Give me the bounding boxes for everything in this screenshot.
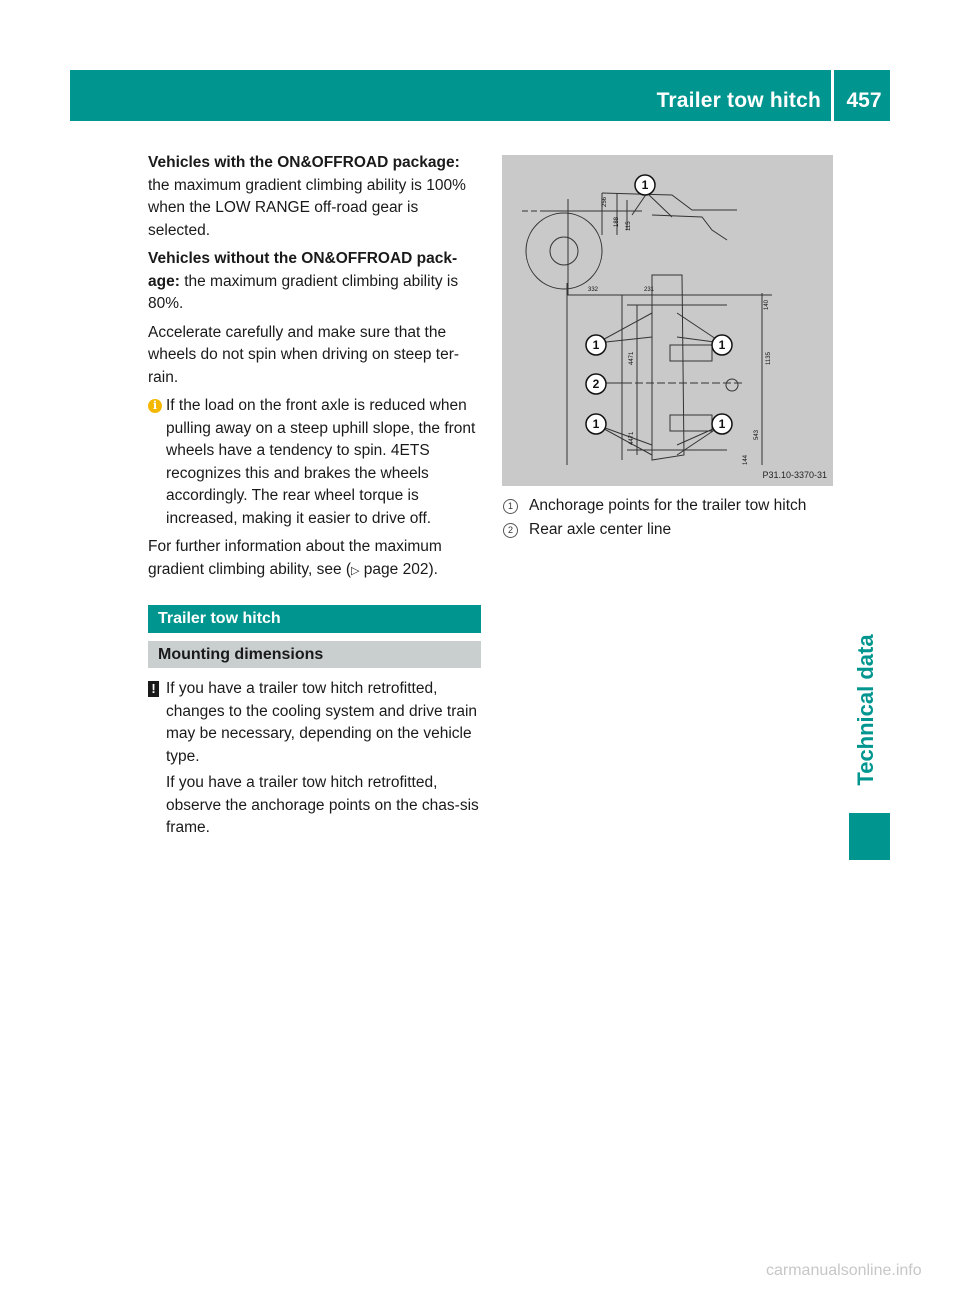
- further-info-post: page 202).: [359, 560, 438, 578]
- dim-140: 140: [764, 299, 770, 310]
- dim-543: 543: [754, 429, 760, 440]
- paragraph-no-onoffroad-text: the maximum gradient climbing ability is 80%.: [148, 272, 459, 312]
- side-tab-text: Technical data: [853, 634, 878, 786]
- info-note: [148, 395, 482, 530]
- figure-legend: [503, 494, 843, 542]
- svg-text:1: 1: [641, 178, 649, 192]
- svg-text:1: 1: [718, 417, 726, 431]
- warning-text-1: If you have a trailer tow hitch retrofitted, changes to the cooling system and drive train may be necessary, depending on the vehicle type.: [166, 680, 478, 765]
- wheel-outline: [526, 213, 602, 289]
- page-number: 457: [846, 89, 882, 112]
- paragraph-onoffroad-text: the maximum gradient climbing ability is 100% when the LOW RANGE off-road gear is selected.: [148, 176, 466, 239]
- svg-text:1: 1: [718, 338, 726, 352]
- dim-256: 256: [602, 196, 608, 207]
- wheel-hub: [550, 237, 578, 265]
- callout-1-upper-left: [586, 335, 606, 355]
- dim-188: 188: [614, 216, 620, 227]
- paragraph-onoffroad: [148, 152, 482, 242]
- figure-code: P31.10-3370-31: [762, 470, 827, 480]
- watermark: carmanualsonline.info: [766, 1262, 922, 1279]
- legend-text: Anchorage points for the trailer tow hitch: [529, 497, 807, 514]
- header-separator: [831, 70, 834, 121]
- side-tab-label: [843, 620, 889, 800]
- dim-144: 144: [743, 454, 749, 465]
- subsection-title: Mounting dimensions: [148, 641, 481, 668]
- header-bar: [70, 70, 890, 121]
- chassis-diagram: [502, 155, 833, 486]
- warning-note: [148, 678, 482, 840]
- further-info-pre: For further information about the maximum gradient climbing ability, see (: [148, 538, 442, 578]
- section-title: Trailer tow hitch: [148, 605, 481, 633]
- header-title: Trailer tow hitch: [656, 89, 821, 112]
- paragraph-no-onoffroad-bold: Vehicles without the ON&OFFROAD pack-age:: [148, 250, 458, 290]
- dim-332: 332: [588, 287, 599, 293]
- svg-text:1: 1: [592, 417, 600, 431]
- callout-1-upper-right: [712, 335, 732, 355]
- info-icon: i: [148, 399, 162, 413]
- paragraph-no-onoffroad: [148, 248, 482, 316]
- dim-4471-b: 4471: [629, 431, 635, 445]
- dim-231: 231: [644, 287, 655, 293]
- legend-text: Rear axle center line: [529, 521, 672, 538]
- warning-block: [148, 678, 482, 846]
- dim-1135: 1135: [766, 352, 772, 365]
- dim-115: 115: [626, 221, 632, 231]
- legend-item: [503, 518, 843, 542]
- side-tab-block: [849, 813, 890, 860]
- paragraph-accelerate: Accelerate carefully and make sure that the wheels do not spin when driving on steep ter-rain.: [148, 323, 460, 386]
- dim-4471-a: 4471: [629, 351, 635, 365]
- svg-text:1: 1: [592, 338, 600, 352]
- svg-text:2: 2: [592, 377, 600, 391]
- mounting-dimensions-figure: [502, 155, 833, 486]
- legend-item: [503, 494, 843, 518]
- callout-1-top: [635, 175, 655, 195]
- paragraph-further-info: [148, 536, 482, 582]
- callout-2: [586, 374, 606, 394]
- page-ref-arrow-icon: ▷: [351, 563, 360, 577]
- paragraph-onoffroad-bold: Vehicles with the ON&OFFROAD package:: [148, 154, 460, 171]
- callout-1-lower-right: [712, 414, 732, 434]
- legend-number-icon: 1: [503, 499, 518, 514]
- legend-number-icon: 2: [503, 523, 518, 538]
- warning-text-2: If you have a trailer tow hitch retrofitted, observe the anchorage points on the chas-sis frame.: [166, 774, 479, 836]
- hitch-side-view: [602, 193, 737, 210]
- info-note-text: If the load on the front axle is reduced when pulling away on a steep uphill slope, the front wheels have a tendency to spin. 4ETS recognizes this and brakes the wheels accordingly. The rear wheel torque is increased, making it easier to drive off.: [166, 397, 476, 527]
- left-column: [148, 152, 482, 588]
- callout-1-lower-left: [586, 414, 606, 434]
- warning-icon: !: [148, 681, 159, 697]
- frame-rail: [652, 275, 684, 460]
